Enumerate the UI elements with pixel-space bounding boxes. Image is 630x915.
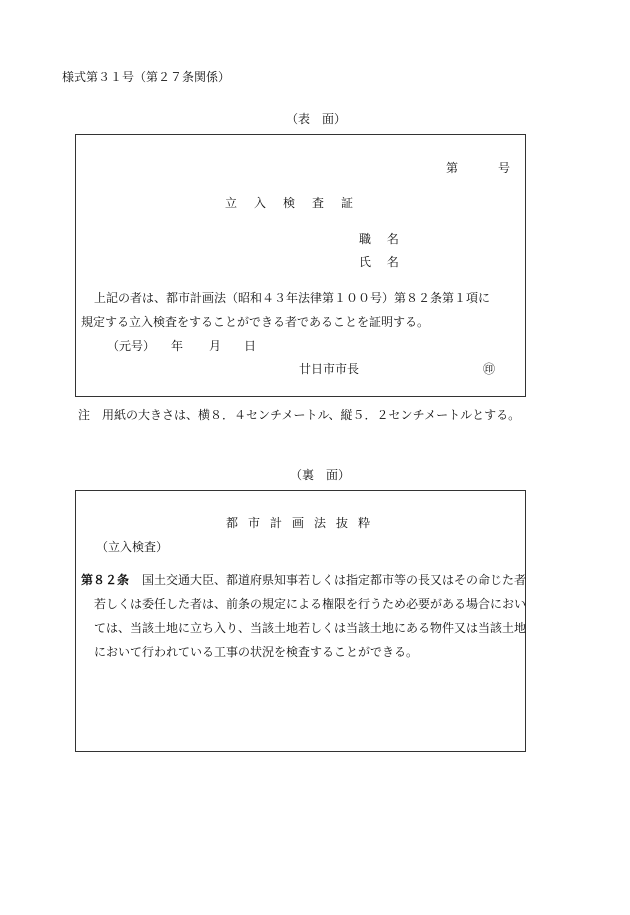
certificate-body-line-2: 規定する立入検査をすることができる者であることを証明する。 xyxy=(81,315,430,329)
date-era: （元号） xyxy=(107,339,156,353)
back-card xyxy=(75,490,526,752)
name-label: 氏 名 xyxy=(359,255,405,269)
size-note: 注 用紙の大きさは、横８．４センチメートル、縦５．２センチメートルとする。 xyxy=(78,408,521,422)
article-line-4: において行われている工事の状況を検査することができる。 xyxy=(94,645,419,659)
date-year: 年 xyxy=(171,339,184,353)
certificate-body-line-1: 上記の者は、都市計画法（昭和４３年法律第１００号）第８２条第１項に xyxy=(94,291,491,305)
number-label-left: 第 xyxy=(446,161,459,175)
number-label-right: 号 xyxy=(498,161,511,175)
article-label: 第８２条 xyxy=(81,573,130,587)
front-card xyxy=(75,134,526,397)
date-month: 月 xyxy=(209,339,222,353)
excerpt-title: 都市計画法抜粋 xyxy=(226,516,381,530)
article-line-1: 国土交通大臣、都道府県知事若しくは指定都市等の長又はその命じた者 xyxy=(142,573,527,587)
position-label: 職 名 xyxy=(359,232,405,246)
article-line-2: 若しくは委任した者は、前条の規定による権限を行うため必要がある場合におい xyxy=(94,597,527,611)
section-caption: （立入検査） xyxy=(96,540,169,554)
back-heading: （裏 面） xyxy=(290,468,351,482)
issuer: 廿日市市長 xyxy=(299,362,360,376)
date-day: 日 xyxy=(244,339,257,353)
seal-mark: ㊞ xyxy=(483,362,496,376)
form-title: 様式第３１号（第２７条関係） xyxy=(62,70,231,84)
article-line-3: ては、当該土地に立ち入り、当該土地若しくは当該土地にある物件又は当該土地 xyxy=(94,621,527,635)
certificate-title: 立入検査証 xyxy=(225,196,371,210)
front-heading: （表 面） xyxy=(286,112,347,126)
